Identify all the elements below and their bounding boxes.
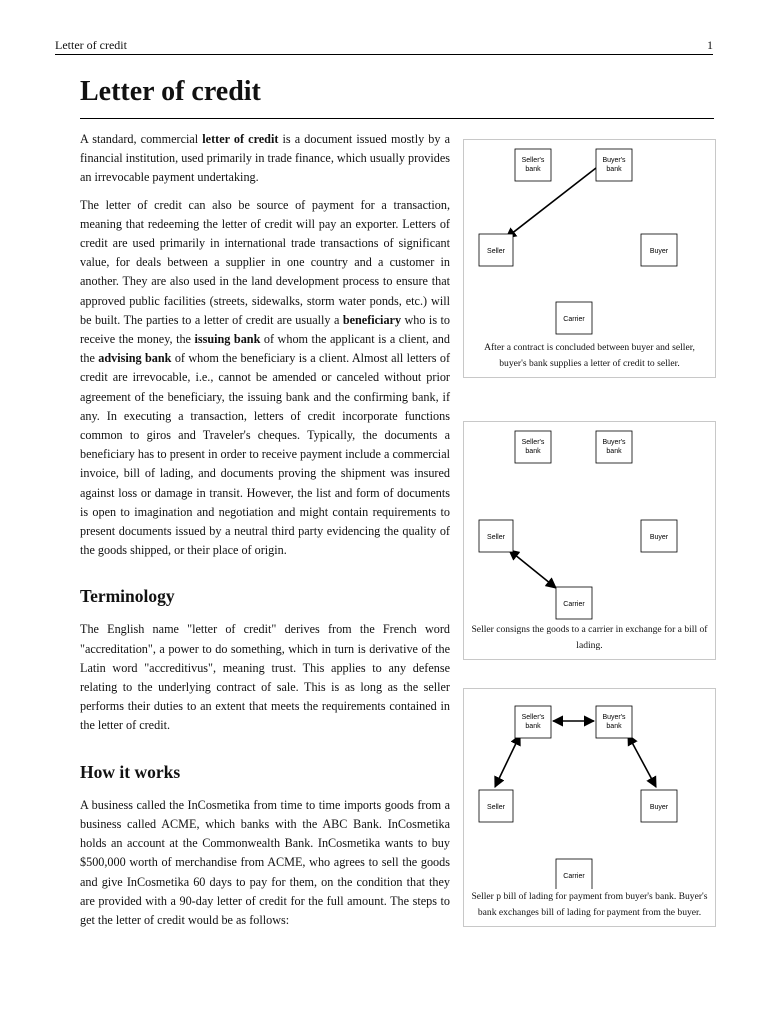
figure-3 <box>463 688 716 927</box>
svg-text:Buyer's: Buyer's <box>602 439 626 446</box>
svg-text:bank: bank <box>525 448 541 455</box>
diagram-3 <box>464 689 715 889</box>
svg-text:Seller: Seller <box>487 248 505 255</box>
svg-text:Buyer's: Buyer's <box>602 157 626 164</box>
svg-text:Buyer: Buyer <box>649 804 669 811</box>
node-buyers-bank <box>596 706 632 738</box>
node-buyers-bank <box>596 431 632 463</box>
term-advising-bank: advising bank <box>98 351 172 366</box>
arrow-seller-carrier <box>509 550 556 588</box>
node-buyers-bank <box>596 149 632 181</box>
node-buyer <box>641 234 677 266</box>
figure-1 <box>463 139 716 378</box>
node-buyer <box>641 790 677 822</box>
terminology-heading: Terminology <box>80 586 175 607</box>
svg-text:Seller's: Seller's <box>521 439 545 446</box>
title-divider <box>80 118 714 119</box>
intro-paragraph-1: A standard, commercial letter of credit is a document issued mostly by a financial institution, used primarily in trade finance, which usually provides an irrevocable payment undertaking. <box>80 132 450 185</box>
node-buyer <box>641 520 677 552</box>
svg-text:Buyer's: Buyer's <box>602 714 626 721</box>
node-seller <box>479 790 513 822</box>
how-it-works-heading: How it works <box>80 761 181 782</box>
svg-text:Carrier: Carrier <box>563 873 585 880</box>
svg-text:bank: bank <box>525 166 541 173</box>
figure-2-caption: Seller consigns the goods to a carrier in exchange for a bill of lading. <box>471 624 708 651</box>
node-sellers-bank <box>515 149 551 181</box>
node-sellers-bank <box>515 431 551 463</box>
intro-paragraph-2: The letter of credit can also be source of payment for a transaction, meaning that redeeming the letter of credit will pay an exporter. Letters of credit are used primarily in international trade transactions of significant value, for deals between a supplier in one country and a customer in another. They are also used in the land development process to ensure that approved public facilities (streets, sidewalks, storm water ponds, etc.) will be built. The parties to a letter of credit are usually a beneficiary who is to receive the money, the issuing bank of whom the applicant is a client, and the advising bank of whom the beneficiary is a client. Almost all letters of credit are irrevocable, i.e., cannot be amended or canceled without prior agreement of the beneficiary, the issuing bank and the confirming bank, if any. In executing a transaction, letters of credit incorporate functions common to giros and Traveler's cheques. Typically, the documents a beneficiary has to present in order to receive payment include a commercial invoice, bill of lading, and documents proving the shipment was insured against loss or damage in transit. However, the list and form of documents is open to imagination and negotiation and might contain requirements to present documents issued by a neutral third party evidencing the quality of the goods shipped, or their place of origin. <box>80 197 451 558</box>
svg-text:bank: bank <box>606 448 622 455</box>
node-sellers-bank <box>515 706 551 738</box>
figure-1-caption: After a contract is concluded between buyer and seller, buyer's bank supplies a letter of credit to seller. <box>484 342 695 369</box>
node-carrier <box>556 587 592 619</box>
article-body <box>80 130 450 938</box>
term-letter-of-credit: letter of credit <box>202 132 279 146</box>
node-carrier <box>556 302 592 334</box>
svg-text:bank: bank <box>606 166 622 173</box>
figure-2 <box>463 421 716 660</box>
running-header <box>55 38 713 55</box>
svg-text:Carrier: Carrier <box>563 601 585 608</box>
terminology-paragraph: The English name "letter of credit" derives from the French word "accreditation", a power to do something, which in turn is derivative of the Latin word "accreditivus", meaning trust. This applies to any defense relating to the underlying contract of sale. This is as long as the seller performs their duties to an extent that meets the requirements contained in the letter of credit. <box>80 622 450 733</box>
node-seller <box>479 520 513 552</box>
svg-text:Seller's: Seller's <box>521 157 545 164</box>
svg-text:Seller: Seller <box>487 804 505 811</box>
svg-text:bank: bank <box>525 723 541 730</box>
arrow-buyers-bank-buyer <box>628 735 656 787</box>
diagram-1 <box>464 140 715 340</box>
page-title: Letter of credit <box>80 76 261 107</box>
svg-text:Seller: Seller <box>487 534 505 541</box>
node-carrier <box>556 859 592 889</box>
how-it-works-paragraph: A business called the InCosmetika from time to time imports goods from a business called ACME, which banks with the ABC Bank. InCosmetika holds an account at the Commonwealth Bank. InCosmetika wants to buy $500,000 worth of merchandise from ACME, who agrees to sell the goods and give InCosmetika 60 days to pay for them, on the condition that they are provided with a 90-day letter of credit for the full amount. The steps to get the letter of credit would be as follows: <box>80 797 450 927</box>
svg-text:Buyer: Buyer <box>649 534 669 541</box>
svg-text:Seller's: Seller's <box>521 714 545 721</box>
term-issuing-bank: issuing bank <box>194 332 261 347</box>
running-title: Letter of credit <box>55 38 127 52</box>
svg-text:Buyer: Buyer <box>649 248 669 255</box>
svg-text:Carrier: Carrier <box>563 316 585 323</box>
figure-3-caption: Seller p bill of lading for payment from buyer's bank. Buyer's bank exchanges bill of lading for payment from the buyer. <box>471 891 708 918</box>
arrow-sellers-bank-seller <box>495 735 520 787</box>
diagram-2 <box>464 422 715 622</box>
node-seller <box>479 234 513 266</box>
svg-text:bank: bank <box>606 723 622 730</box>
term-beneficiary: beneficiary <box>342 312 402 327</box>
page-number: 1 <box>707 38 713 52</box>
